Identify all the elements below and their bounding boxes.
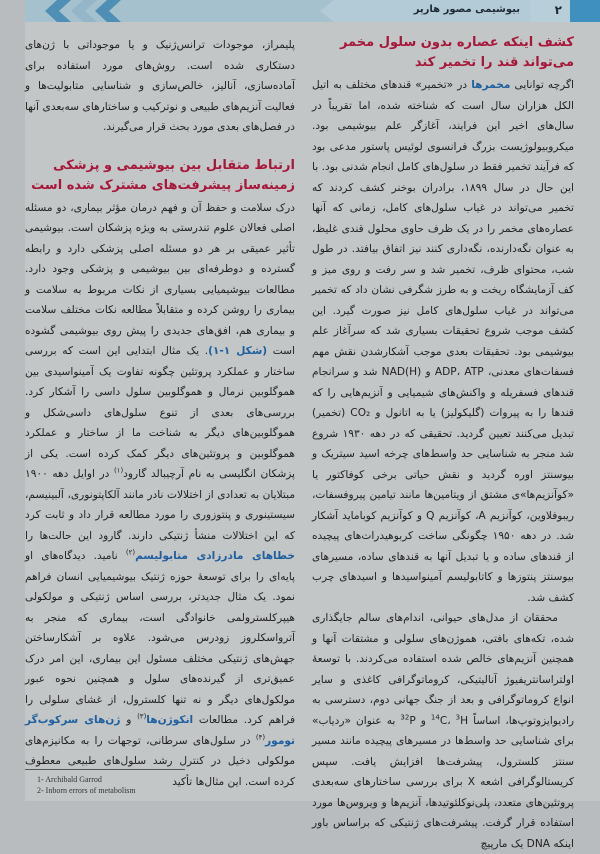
footnote-2: 2- Inborn errors of metabolism bbox=[37, 786, 136, 795]
text-run: . یک مثال ابتدایی این است که بررسی ساختار و عملکرد پروتئین چگونه تفاوت یک آمینواسیدی بین هموگلوبین نرمال و هموگلوبین سلول داسی را آشکار کرد. بررسی‌های بعدی از تنوع سلول‌های داسی‌شکل و هموگلوبین‌های دیگر به شناخت ما از ساختار و عملکرد هموگلوبین و پروتئین‌های دیگر کمک کرده است. یکی از پزشکان انگلیسی به نام آرچیبالد گارود bbox=[25, 345, 295, 480]
text-run: اگرچه توانایی bbox=[510, 79, 574, 91]
body-paragraph bbox=[312, 608, 574, 854]
running-header bbox=[25, 0, 600, 22]
text-run: H و bbox=[415, 714, 469, 727]
text-run: محققان از مدل‌های حیوانی، اندام‌های سالم جایگذاری شده، تکه‌های بافتی، هموژن‌های سلولی و مشتقات آنها و همچنین آنزیم‌های خالص شده استفاده می‌کردند. با توسعهٔ اولتراسانتریفیوژ آنالیتیکی، کروماتوگرافی کاغذی و سایر انواع کروماتوگرافی و بعد از جنگ جهانی دوم، دسترسی به رادیوایزوتوپ‌ها، اساساً bbox=[312, 612, 575, 727]
text-run: درک سلامت و حفظ آن و فهم درمان مؤثر بیماری، دو مسئله اصلی فعالان علوم تندرستی به ویژه پزشکان است. بیوشیمی تأثیر عمیقی بر هر دو مسئله اصلی پزشکی دارد و رابطه گسترده و دوطرفه‌ای بین بیوشیمی و پزشکی وجود دارد. مطالعات بیوشیمیایی بسیاری از نکات مربوط به سلامت و بیماری را روشن کرده و متقابلاً مطالعه نکات مختلف سلامت و بیماری هم، افق‌های جدیدی را پیش روی بیوشیمی گشوده است bbox=[25, 201, 295, 357]
body-paragraph bbox=[312, 75, 574, 608]
text-run: در اوایل دهه ۱۹۰۰ مبتلایان به تعدادی از اختلالات نادر مانند آلکاپتونوری، آلبینیسم، سیستینوری و پنتوزوری را مورد مطالعه قرار داد و ثابت کرد که این اختلالات منشأ ژنتیکی دارند. گارود این حالت‌ها را bbox=[25, 468, 295, 542]
footnote-marker: (۱) bbox=[113, 466, 124, 475]
footnote-marker: (۲) bbox=[125, 548, 136, 557]
text-run: نامید. دیدگاه‌های او پایه‌ای را برای توسعهٔ حوزه ژنتیک بیوشیمیایی انسان فراهم نمود. یک مثال جدیدتر، بررسی اساس ژنتیکی و مولکولی هیپرکلسترولمی خانوادگی است، بیماری که منجر به آترواسکلروز زودرس می‌شود. علاوه بر آشکارساختن جهش‌های ژنتیکی مختلف مسئول این بیماری، این امر درک عمیق‌تری از گیرنده‌های سلول و همچنین نحوه عبور مولکول‌های دیگر و نه تنها کلسترول، از غشای سلولی را فراهم کرد. مطالعات bbox=[25, 550, 296, 726]
glossary-term-link[interactable]: خطاهای مادرزادی متابولیسم bbox=[135, 550, 295, 562]
footnotes bbox=[37, 774, 136, 796]
right-column-body bbox=[312, 75, 574, 854]
footnote-marker: 14 bbox=[430, 712, 440, 721]
glossary-term-link[interactable]: (شکل ۱-۱) bbox=[208, 345, 268, 357]
text-run: و bbox=[120, 714, 138, 726]
text-run: در «تخمیر» قندهای مختلف به اتیل الکل هزاران سال است که شناخته شده، اما تقریباً در سال‌های اخیر این فرایند، آغازگر علم بیوشیمی بود. میکروبیولوژیست بزرگ فرانسوی لوئیس پاستور مدعی بود که فرآیند تخمیر فقط در سلول‌های کامل انجام شدنی بود. با این حال در سال ۱۸۹۹، برادران بوخنر کشف کردند که تخمیر می‌تواند در غیاب سلول‌های کامل، زمانی که آنها عصاره‌های مخمر را در یک ظرف حاوی محلول قندی غلیظ، به عنوان نگه‌دارنده، نگه‌داری کنند نیز اتفاق بیافتد. در طول شب، محتوای ظرف، تخمیر شد و سر رفت و روی میز و کف آزمایشگاه ریخت و به طرز شگرفی نشان داد که تخمیر می‌تواند در غیاب سلول‌های کامل نیز صورت گیرد. این کشف موجب شروع تحقیقات بسیاری شد که سرآغاز علم بیوشیمی بود. تحقیقات بعدی موجب آشکارشدن نقش مهم فسفات‌های معدنی، ADP، ATP و NAD(H) شد و سرانجام قندهای فسفریله و واکنش‌های شیمیایی و آنزیم‌هایی را که قندها را به پیروات (گلیکولیز) یا به اتانول و CO₂ (تخمیر) تبدیل می‌کنند تعیین گردید. تحقیقی که در دهه ۱۹۳۰ شروع شد منجر به شناسایی حد واسط‌های چرخه اسید سیتریک و بیوسنتز اوره گردید و نقش حیاتی برخی کوفاکتور یا «کوآنزیم‌ها»ی مشتق از ویتامین‌ها مانند تیامین پیروفسفات، ریبوفلاوین، کوآنزیم A، کوآنزیم Q و کوآنزیم کوبامايد آشکار شد. در دهه ۱۹۵۰ چگونگی ساخت کربوهیدرات‌های پیچیده از قندهای ساده و یا تبدیل آنها به قندهای ساده، مسیرهای بیوسنتز پنتوزها و کاتابولیسم آمینواسیدها و اسیدهای چرب کشف شد. bbox=[312, 79, 574, 604]
glossary-term-link[interactable]: مخمرها bbox=[471, 79, 511, 91]
spacer bbox=[25, 138, 295, 156]
page-number: ۲ bbox=[554, 3, 562, 17]
footnote-1: 1- Archibald Garrod bbox=[37, 775, 102, 784]
footnote-marker: (۴) bbox=[255, 732, 266, 741]
running-title: بیوشیمی مصور هارپر bbox=[413, 4, 520, 15]
footnote-divider bbox=[25, 769, 185, 770]
chevron-left-icon bbox=[45, 0, 165, 22]
intro-paragraph: پلیمراز، موجودات ترانس‌ژنیک و یا موجوداتی با ژن‌های دستکاری شده است. روش‌های مورد استفاده برای آماده‌سازی، آنالیز، خالص‌سازی و شناسایی متابولیت‌ها و فعالیت آنزیم‌های طبیعی و نوترکیب و ساختارهای سه‌بعدی آنها در فصل‌های بعدی مورد بحث قرار می‌گیرند. bbox=[25, 39, 295, 133]
section-heading-medicine: ارتباط متقابل بین بیوشیمی و پزشکی زمینه‌ساز پیشرفت‌های مشترک شده است bbox=[31, 157, 295, 193]
medicine-paragraph bbox=[25, 198, 295, 793]
text-run: در سلول‌های سرطانی، توجهات را به مکانیزم‌های مولکولی دخیل در کنترل رشد سلول‌های طبیعی معطوف کرده است. این مثال‌ها تأکید bbox=[25, 734, 295, 788]
glossary-term-link[interactable]: انکوژن‌ها bbox=[146, 714, 194, 726]
footnote-marker: 3 bbox=[455, 712, 461, 721]
corner-tab bbox=[570, 0, 600, 22]
glossary-term-link[interactable]: ژن‌های سرکوب‌گر تومور bbox=[25, 714, 295, 747]
text-run: C، bbox=[439, 714, 456, 727]
text-run: P به عنوان «ردیاب» برای شناسایی حد واسط‌ها در مسیرهای پیچیده مانند مسیر سنتز کلسترول، پیشرفت‌ها افزایش یافت. سپس کریستالوگرافی اشعه X برای بررسی ساختارهای سه‌بعدی پروتئین‌های متعدد، پلی‌نوکلئوتیدها، آنزیم‌ها و ویروس‌ها مورد استفاده قرار گرفت. پیشرفت‌های ژنتیکی که براساس باور اینکه DNA یک مارپیچ bbox=[312, 714, 574, 850]
section-heading-fermentation: کشف اینکه عصاره بدون سلول مخمر می‌تواند قند را تخمیر کند bbox=[339, 35, 574, 70]
footnote-marker: 32 bbox=[400, 712, 410, 721]
left-column bbox=[25, 35, 295, 792]
right-column bbox=[312, 33, 574, 854]
footnote-marker: (۳) bbox=[137, 712, 147, 721]
